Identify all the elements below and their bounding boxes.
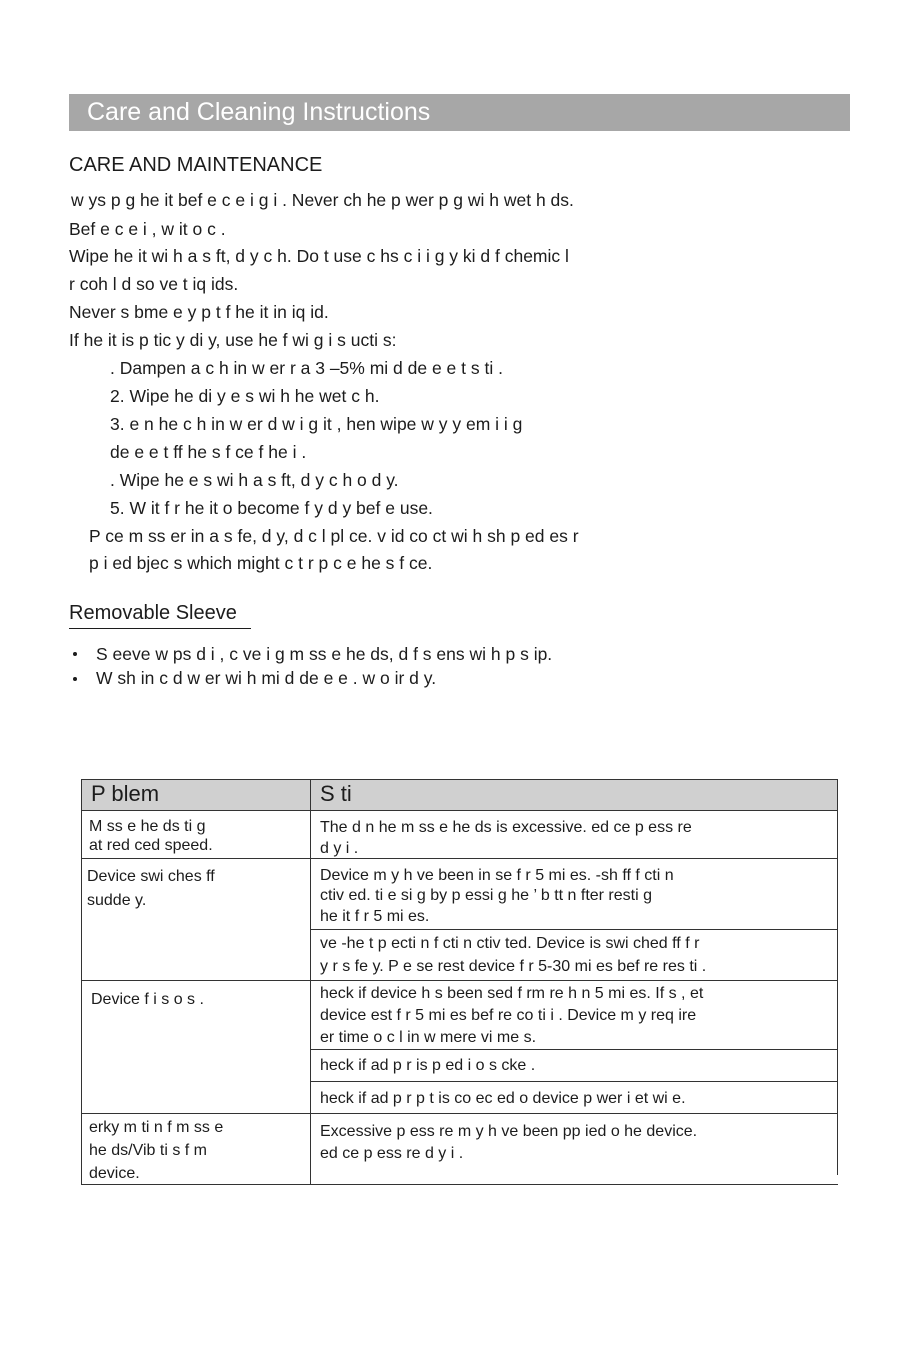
storage-line: p i ed bjec s which might c t r p c e he s f ce. — [89, 553, 433, 573]
table-border — [837, 779, 838, 1175]
care-line: Never s bme e y p t f he it in iq id. — [69, 302, 329, 322]
solution-separator — [310, 1081, 838, 1082]
care-line: Bef e c e i , w it o c . — [69, 219, 226, 239]
row-separator — [81, 980, 838, 981]
solution-text: device est f r 5 mi es bef re co ti i . Device m y req ire — [320, 1007, 697, 1024]
sleeve-bullet: W sh in c d w er wi h mi d de e e . w o ir d y. — [96, 668, 437, 688]
row-separator — [81, 1113, 838, 1114]
solution-text: he it f r 5 mi es. — [320, 908, 430, 925]
cleaning-step: 3. e n he c h in w er d w i g it , hen wipe w y y em i i g — [110, 414, 523, 434]
problem-text: sudde y. — [87, 892, 147, 909]
solution-text: heck if device h s been sed f rm re h n 5 mi es. If s , et — [320, 985, 704, 1002]
storage-line: P ce m ss er in a s fe, d y, d c l pl ce. v id co ct wi h sh p ed es r — [89, 526, 579, 546]
bullet-dot — [73, 652, 77, 656]
solution-text: heck if ad p r is p ed i o s cke . — [320, 1057, 536, 1074]
banner-title: Care and Cleaning Instructions — [87, 98, 431, 126]
care-line: w ys p g he it bef e c e i g i . Never ch he p wer p g wi h wet h ds. — [71, 190, 574, 210]
bullet-dot — [73, 677, 77, 681]
sleeve-heading-underline — [69, 628, 251, 629]
header-problem: P blem — [91, 781, 160, 806]
problem-text: erky m ti n f m ss e — [89, 1119, 224, 1136]
cleaning-step: 2. Wipe he di y e s wi h he wet c h. — [110, 386, 380, 406]
sleeve-bullet: S eeve w ps d i , c ve i g m ss e he ds, d f s ens wi h p s ip. — [96, 644, 553, 664]
solution-text: d y i . — [320, 840, 359, 857]
problem-text: M ss e he ds ti g — [89, 818, 206, 835]
cleaning-step: . Dampen a c h in w er r a 3 –5% mi d de e e t s ti . — [110, 358, 503, 378]
problem-text: device. — [89, 1165, 140, 1182]
solution-text: Excessive p ess re m y h ve been pp ied o he device. — [320, 1123, 698, 1140]
solution-text: ve -he t p ecti n f cti n ctiv ted. Device is swi ched ff f r — [320, 935, 700, 952]
care-line: r coh l d so ve t iq ids. — [69, 274, 239, 294]
cleaning-step: de e e t ff he s f ce f he i . — [110, 442, 307, 462]
problem-text: Device swi ches ff — [87, 868, 215, 885]
solution-text: y r s fe y. P e se rest device f r 5-30 mi es bef re res ti . — [320, 958, 707, 975]
care-line: Wipe he it wi h a s ft, d y c h. Do t use c hs c i i g y ki d f chemic l — [69, 246, 569, 266]
solution-text: heck if ad p r p t is co ec ed o device p wer i et wi e. — [320, 1090, 686, 1107]
care-line: If he it is p tic y di y, use he f wi g i s ucti s: — [69, 330, 397, 350]
header-solution: S ti — [320, 781, 352, 806]
problem-text: Device f i s o s . — [91, 991, 204, 1008]
solution-text: er time o c l in w mere vi me s. — [320, 1029, 537, 1046]
cleaning-step: 5. W it f r he it o become f y d y bef e use. — [110, 498, 433, 518]
sleeve-heading: Removable Sleeve — [69, 602, 237, 624]
table-header-row — [81, 779, 838, 811]
solution-text: ctiv ed. ti e si g by p essi g he ’ b tt n fter resti g — [320, 887, 652, 904]
solution-text: The d n he m ss e he ds is excessive. ed ce p ess re — [320, 819, 692, 836]
row-separator — [81, 810, 838, 811]
table-border — [81, 1184, 838, 1185]
table-border — [81, 779, 82, 1185]
table-border — [81, 779, 838, 780]
problem-text: at red ced speed. — [89, 837, 213, 854]
solution-separator — [310, 1049, 838, 1050]
row-separator — [81, 858, 838, 859]
care-heading: CARE AND MAINTENANCE — [69, 154, 323, 176]
solution-text: Device m y h ve been in se f r 5 mi es. -sh ff f cti n — [320, 867, 674, 884]
solution-separator — [310, 929, 838, 930]
solution-text: ed ce p ess re d y i . — [320, 1145, 464, 1162]
cleaning-step: . Wipe he e s wi h a s ft, d y c h o d y. — [110, 470, 399, 490]
section-banner — [69, 94, 850, 131]
table-border — [310, 779, 311, 1185]
problem-text: he ds/Vib ti s f m — [89, 1142, 207, 1159]
